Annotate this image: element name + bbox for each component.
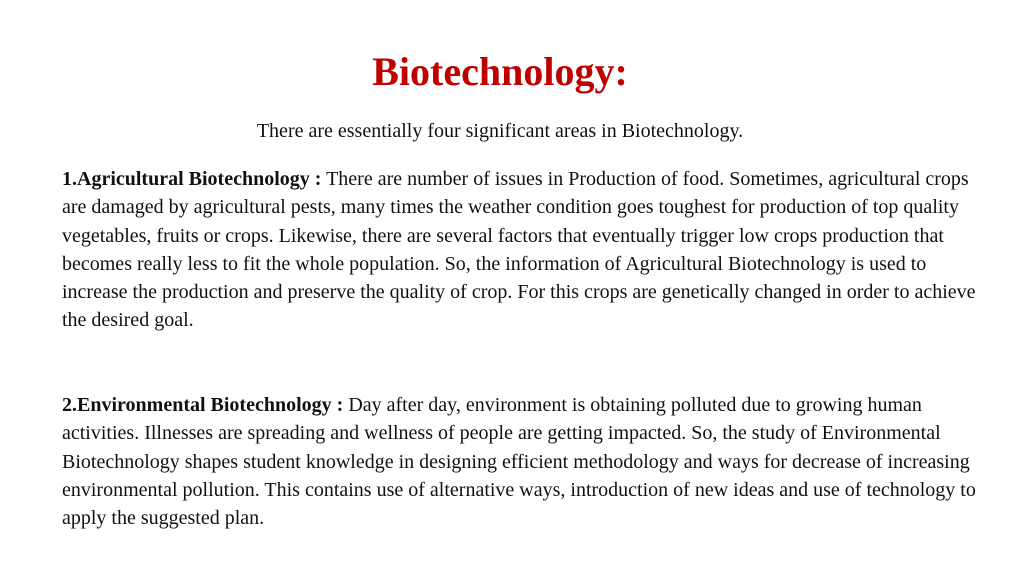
slide-title: Biotechnology:: [372, 49, 628, 94]
section-agricultural: [62, 165, 992, 335]
section-body-environmental: Day after day, environment is obtaining polluted due to growing human activities. Illnesses are spreading and wellness of people are getting impacted. So, the study of Environmental Biotechnology shapes student knowledge in designing efficient methodology and ways for decrease of increasing environmental pollution. This contains use of alternative ways, introduction of new ideas and use of technology to apply the suggested plan.: [62, 394, 976, 530]
slide-subtitle: There are essentially four significant areas in Biotechnology.: [256, 120, 744, 142]
section-heading-environmental: 2.Environmental Biotechnology :: [62, 394, 344, 416]
section-heading-agricultural: 1.Agricultural Biotechnology :: [62, 168, 322, 190]
section-environmental: [62, 391, 992, 532]
section-body-agricultural: There are number of issues in Production of food. Sometimes, agricultural crops are damaged by agricultural pests, many times the weather condition goes toughest for production of top quality vegetables, fruits or crops. Likewise, there are several factors that eventually trigger low crops production that becomes really less to fit the whole population. So, the information of Agricultural Biotechnology is used to increase the production and preserve the quality of crop. For this crops are genetically changed in order to achieve the desired goal.: [62, 168, 976, 332]
